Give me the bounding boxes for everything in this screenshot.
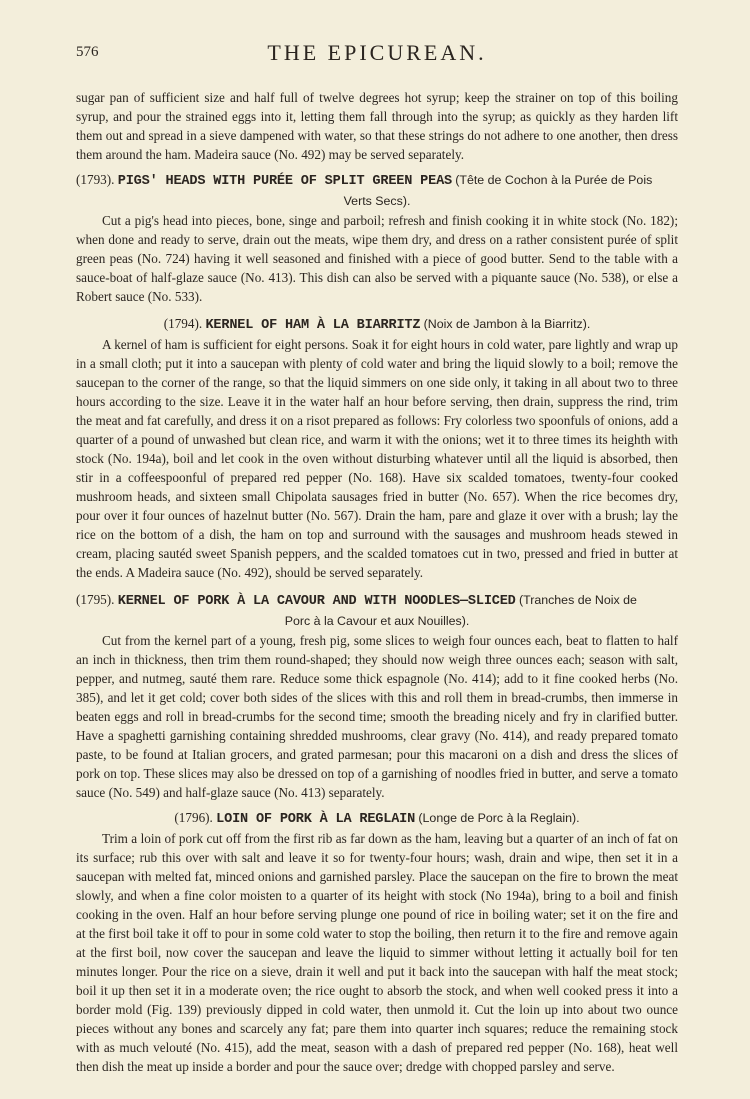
recipe-heading: [76, 590, 678, 611]
recipe-1796: [76, 808, 678, 1076]
page-number: 576: [76, 44, 99, 60]
recipe-body: Cut a pig's head into pieces, bone, singe and parboil; refresh and finish cooking it in white stock (No. 182); when done and ready to serve, drain out the meats, wipe them dry, and dress on a rather consistent purée of split green peas (No. 724) having it well seasoned and finished with a piece of good butter. Send to the table with a sauce-boat of half-glaze sauce (No. 413). This dish can also be served with a piquante sauce (No. 538), or else a Robert sauce (No. 533).: [76, 213, 678, 304]
recipe-french-title-cont: Verts Secs).: [343, 194, 411, 208]
recipe-body: Trim a loin of pork cut off from the first rib as far down as the ham, leaving but a quarter of an inch of fat on its surface; rub this over with salt and leave it so for twenty-four hours; wash, drain and wipe, then set it in a saucepan with melted fat, minced onions and garnished parsley. Place the saucepan on the fire to brown the meat slowly, and when a fine color moisten to a quarter of its height with stock (No 194a), bring to a boil and finish cooking in the oven. Half an hour before serving plunge one pound of rice in boiling water; set it on the fire and at the first boil take it off to pour in some cold water to stop the boiling, then return it to the fire and remove again at the first boil, now cover the saucepan and leave the liquid to simmer without letting it actually boil for ten minutes longer. Pour the rice on a sieve, drain it well and put it back into the saucepan with half the meat stock; boil it up then set it in a moderate oven; the rice ought to absorb the stock, and when well cooked press it into a border mold (Fig. 139) previously dipped in cold water, then unmold it. Cut the loin up into about two ounce pieces without any bones and scarcely any fat; pare them into quarter inch squares; reduce the remaining stock with as much velouté (No. 415), add the meat, season with a dash of prepared red pepper (No. 168), heat well then dish the meat up inside a border and pour the sauce over; dredge with chopped parsley and serve.: [76, 831, 678, 1074]
recipe-title: LOIN OF PORK À LA REGLAIN: [216, 812, 416, 827]
recipe-heading: [76, 808, 678, 829]
recipe-french-title: (Tranches de Noix de: [518, 593, 637, 607]
recipe-number: (1795).: [76, 592, 115, 607]
recipe-heading: [76, 314, 678, 335]
page-header: [76, 40, 678, 70]
recipe-number: (1793).: [76, 172, 115, 187]
recipe-number: (1796).: [174, 810, 213, 825]
recipe-french-title: (Longe de Porc à la Reglain).: [418, 811, 580, 825]
recipe-french-title: (Tête de Cochon à la Purée de Pois: [455, 173, 653, 187]
running-title: THE EPICUREAN.: [267, 40, 487, 65]
recipe-title: PIGS' HEADS WITH PURÉE OF SPLIT GREEN PEAS: [117, 174, 452, 189]
recipe-body: A kernel of ham is sufficient for eight persons. Soak it for eight hours in cold water, pare lightly and wrap up in a small cloth; put it into a saucepan with plenty of cold water and bring the liquid slowly to a boil; remove the saucepan to the corner of the range, so that the liquid simmers on one side only, it taking in all about two to three hours according to the size. Leave it in the water half an hour before serving, then drain, suppress the rind, trim the meat and fat carefully, and dress it on a risot prepared as follows: Fry colorless two spoonfuls of onions, add a quarter of a pound of unwashed but clean rice, and warm it with the onions; wet it to three times its heighth with stock (No. 194a), boil and let cook in the oven without disturbing whatever until all the liquid is absorbed, then stir in a coffeespoonful of prepared red pepper (No. 168). Have six scalded tomatoes, twenty-four cooked mushroom heads, and sixteen small Chipolata sausages fried in butter (No. 657). When the rice becomes dry, pour over it four ounces of hazelnut butter (No. 567). Drain the ham, pare and glaze it over with a brush; lay the rice on the bottom of a dish, the ham on top and surround with the sausages and mushroom heads stewed in cream, placing sautéd sweet Spanish peppers, and the scalded tomatoes cut in two, pressed and fried in butter at the ends. A Madeira sauce (No. 492), should be served separately.: [76, 337, 678, 580]
recipe-heading: [76, 170, 678, 191]
recipe-title: KERNEL OF PORK À LA CAVOUR AND WITH NOODLES—SLICED: [117, 594, 516, 609]
recipe-1794: [76, 314, 678, 582]
recipe-title: KERNEL OF HAM À LA BIARRITZ: [205, 318, 421, 333]
recipe-1795: [76, 590, 678, 802]
recipe-heading-continued: [76, 611, 678, 631]
intro-paragraph: sugar pan of sufficient size and half full of twelve degrees hot syrup; keep the strainer on top of this boiling syrup, and pour the strained eggs into it, letting them fall through into the syrup; as quickly as they harden lift them out and spread in a sieve dampened with water, so that these strings do not adhere to one another, then dress them around the ham. Madeira sauce (No. 492) may be served separately.: [76, 90, 678, 162]
recipe-heading-continued: [76, 191, 678, 211]
recipe-french-title-cont: Porc à la Cavour et aux Nouilles).: [284, 614, 470, 628]
recipe-1793: [76, 170, 678, 306]
recipe-french-title: (Noix de Jambon à la Biarritz).: [423, 317, 591, 331]
recipe-body: Cut from the kernel part of a young, fresh pig, some slices to weigh four ounces each, beat to flatten to half an inch in thickness, then trim them round-shaped; they should now weigh three ounces each; season with salt, pepper, and nutmeg, sauté them rare. Reduce some thick espagnole (No. 414); add to it fine cooked herbs (No. 385), and let it get cold; cover both sides of the slices with this and roll them in bread-crumbs, then immerse in beaten eggs and roll in bread-crumbs for the second time; smooth the breading nicely and fry in clarified butter. Have a spaghetti garnishing containing shredded mushrooms, clear gravy (No. 414), and ready prepared tomato paste, to be found at Italian grocers, and grated parmesan; pour this macaroni on a dish and dress the slices of pork on top. These slices may also be dressed on top of a garnishing of noodles fried in butter, and serve a tomato sauce (No. 549) and half-glaze sauce (No. 413) separately.: [76, 633, 678, 800]
page-content: [76, 88, 678, 1076]
recipe-number: (1794).: [163, 316, 203, 331]
